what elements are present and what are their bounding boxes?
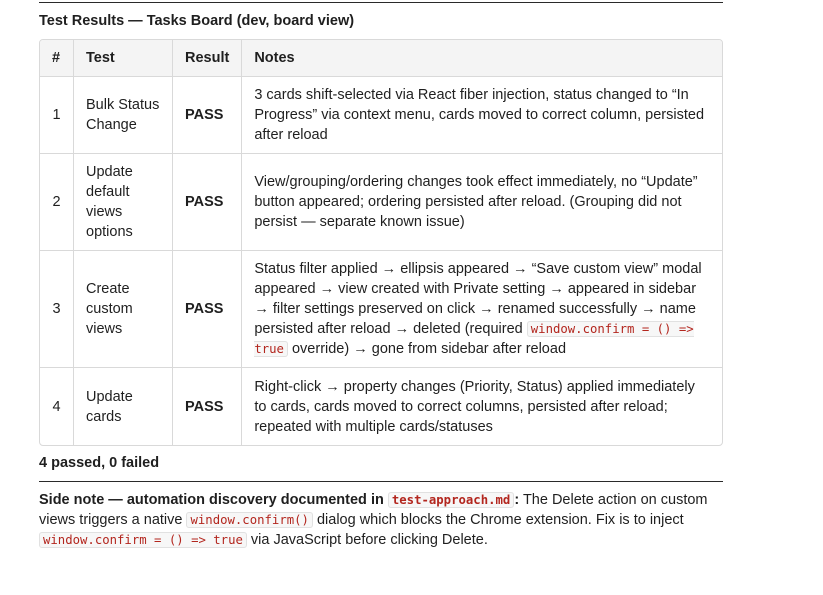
notes-text: override) → gone from sidebar after reload (287, 341, 567, 357)
column-header-result: Result (173, 40, 242, 77)
side-note-lead-colon: : (514, 492, 520, 508)
inline-code: window.confirm = () => true (254, 322, 694, 356)
test-results-table (39, 39, 723, 446)
file-name-code: test-approach.md (388, 492, 514, 508)
row-notes: Right-click → property changes (Priority, Status) applied immediately to cards, cards moved to correct columns, persisted after reload; repeated with multiple cards/statuses (254, 378, 695, 435)
row-result: PASS (173, 368, 242, 445)
table-header-row (40, 40, 722, 77)
side-note-lead-text: Side note — automation discovery documented in (39, 492, 388, 508)
column-header-notes: Notes (242, 40, 722, 77)
results-summary: 4 passed, 0 failed (39, 455, 160, 471)
side-note-text: dialog which blocks the Chrome extension. Fix is to inject (312, 512, 684, 528)
page-title: Test Results — Tasks Board (dev, board view) (39, 13, 355, 29)
row-test-name: Update default views options (74, 154, 173, 251)
table-row (40, 368, 722, 445)
column-header-number: # (40, 40, 74, 77)
row-notes (242, 251, 722, 368)
row-test-name: Create custom views (74, 251, 173, 368)
column-header-test: Test (74, 40, 173, 77)
row-test-name: Update cards (74, 368, 173, 445)
side-note-text: via JavaScript before clicking Delete. (246, 532, 488, 548)
row-result: PASS (173, 251, 242, 368)
row-number: 2 (40, 154, 74, 251)
side-note (39, 490, 719, 550)
inline-code: window.confirm = () => true (39, 532, 247, 548)
row-result: PASS (173, 154, 242, 251)
table-row (40, 77, 722, 154)
row-result: PASS (173, 77, 242, 154)
section-divider (39, 481, 723, 482)
side-note-lead (39, 492, 519, 508)
top-divider (39, 2, 723, 3)
row-notes: 3 cards shift-selected via React fiber injection, status changed to “In Progress” via context menu, cards moved to correct column, persisted after reload (242, 77, 722, 154)
table-row (40, 251, 722, 368)
inline-code: window.confirm() (186, 512, 312, 528)
side-note-text: The Delete action on custom views triggers a native (39, 492, 708, 528)
row-number: 4 (40, 368, 74, 445)
row-notes: View/grouping/ordering changes took effect immediately, no “Update” button appeared; ordering persisted after reload. (Grouping did not persist — separate known issue) (242, 154, 722, 251)
notes-text: Status filter applied → ellipsis appeared → “Save custom view” modal appeared → view created with Private setting → appeared in sidebar → filter settings preserved on click → renamed successfully → name persisted after reload → deleted (required (254, 261, 702, 337)
row-test-name: Bulk Status Change (74, 77, 173, 154)
row-number: 3 (40, 251, 74, 368)
row-number: 1 (40, 77, 74, 154)
table-row (40, 154, 722, 251)
